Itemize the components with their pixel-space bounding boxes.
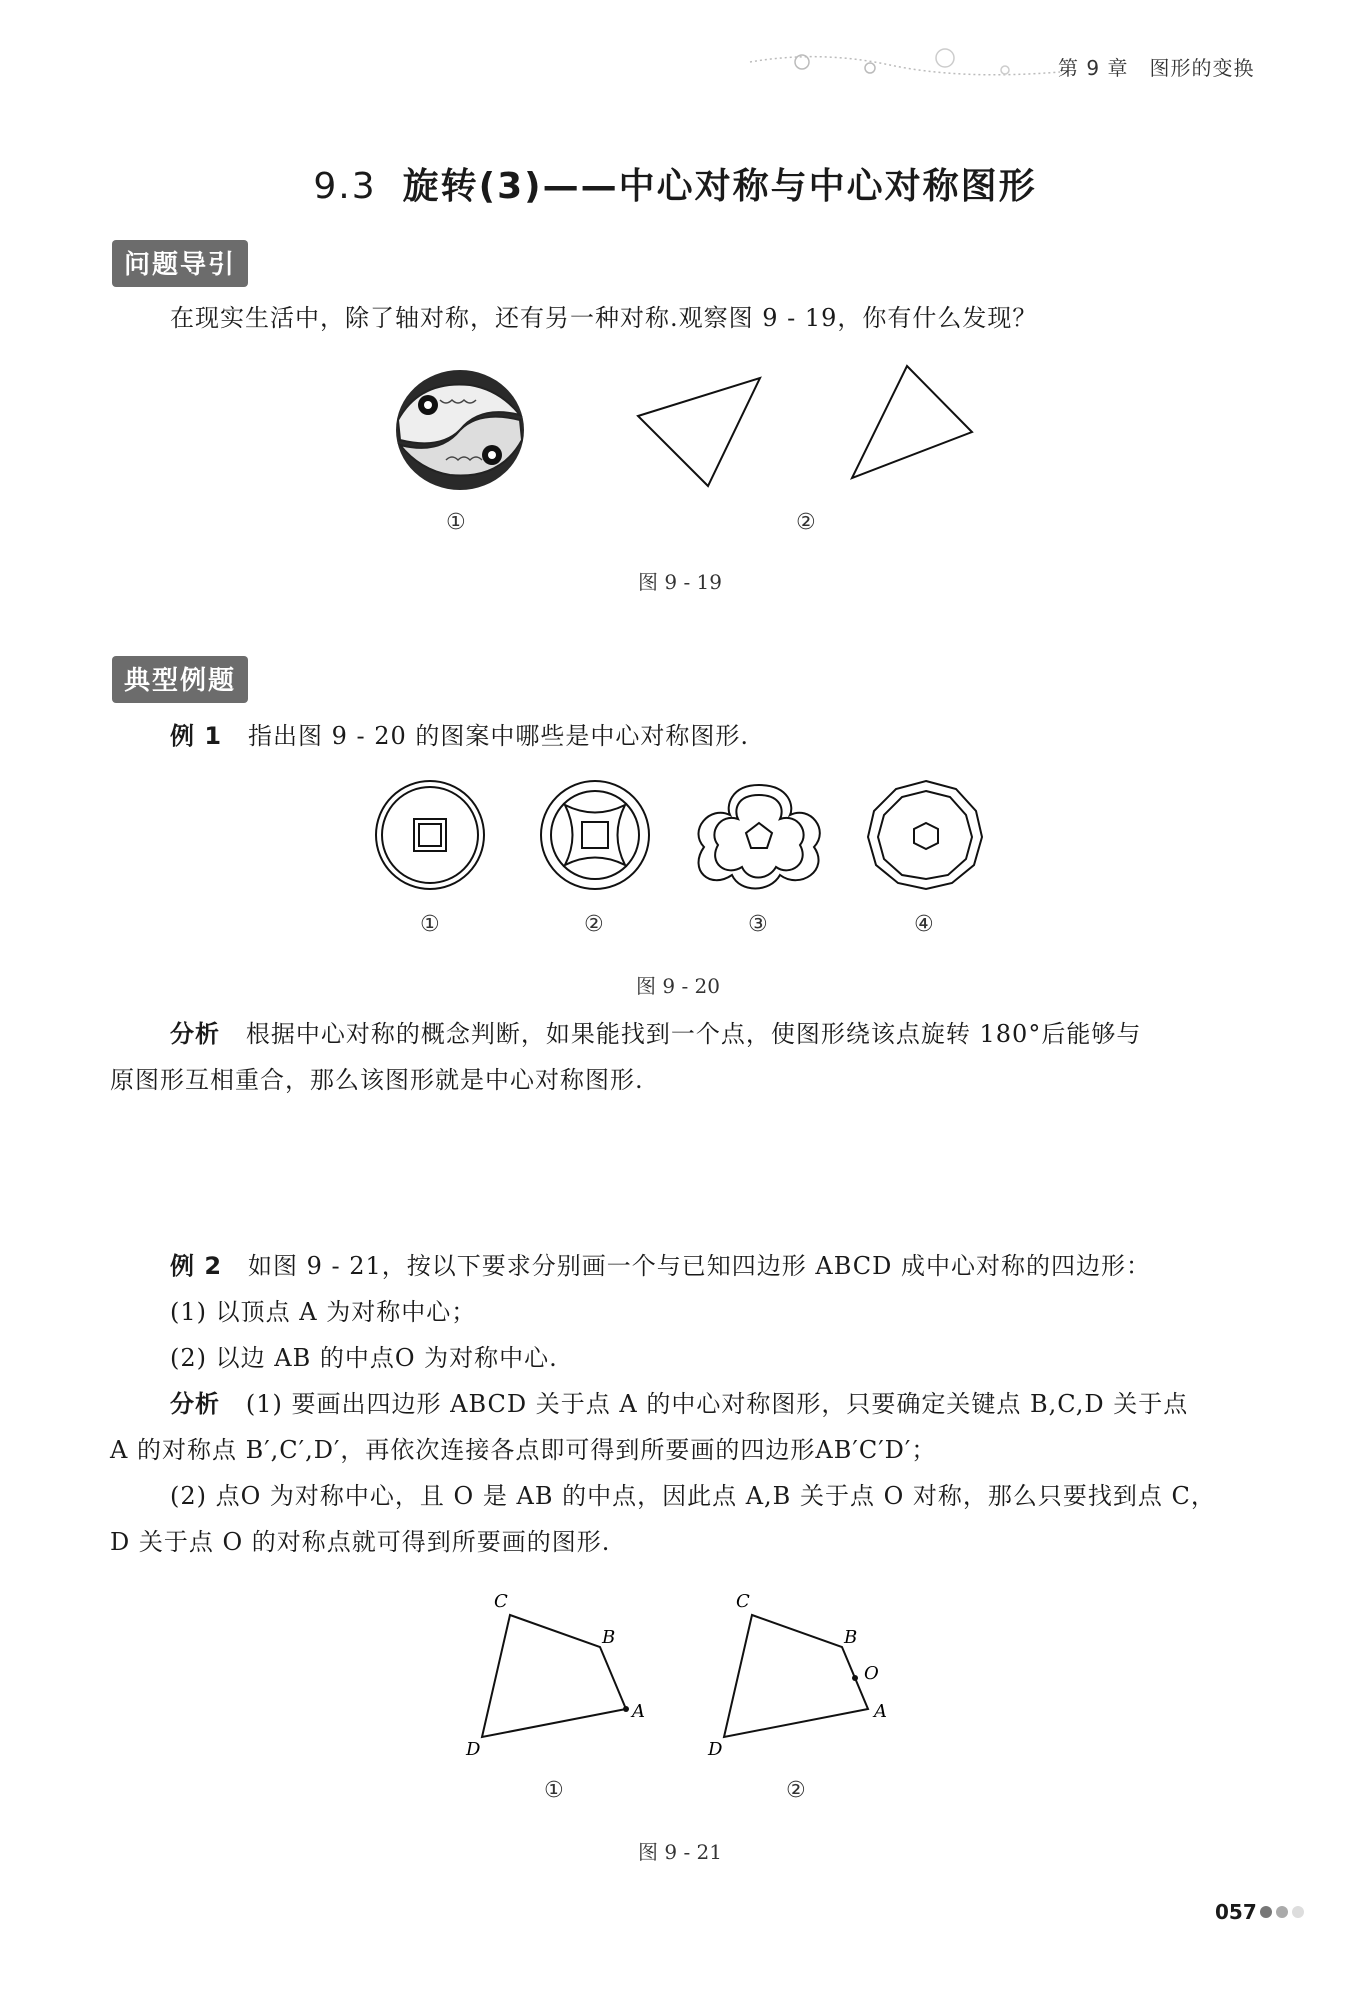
pattern-2: [541, 781, 649, 889]
fig20-label-1: ①: [420, 912, 440, 937]
fig19-caption: 图 9 - 19: [638, 570, 723, 594]
example2-analysis-line2: A 的对称点 B′,C′,D′，再依次连接各点即可得到所要画的四边形AB′C′D′；: [110, 1436, 937, 1464]
chapter-header: 第 9 章 图形的变换: [1058, 56, 1255, 80]
point-label-C: C: [736, 1591, 750, 1612]
point-label-D: D: [466, 1739, 481, 1760]
pattern-4: [868, 781, 982, 889]
fig20-label-2: ②: [584, 912, 604, 937]
quadrilateral-1: [465, 1591, 645, 1760]
example1: [170, 714, 749, 758]
section-number: 9.3: [313, 166, 377, 207]
fig20-label-3: ③: [748, 912, 768, 937]
point-label-B: B: [602, 1627, 616, 1648]
example2-analysis-line4: D 关于点 O 的对称点就可得到所要画的图形.: [110, 1528, 611, 1556]
analysis-label: 分析: [170, 1390, 220, 1418]
fish-yinyang-image: [380, 360, 540, 500]
fig21-label-1: ①: [544, 1778, 564, 1803]
example1-analysis-line2: 原图形互相重合，那么该图形就是中心对称图形.: [110, 1066, 644, 1094]
example1-analysis-line1: [170, 1012, 1141, 1056]
fig20-label-4: ④: [914, 912, 934, 937]
example2-item1: (1) 以顶点 A 为对称中心；: [170, 1298, 477, 1326]
example2: [170, 1244, 1151, 1288]
page-number-text: 057: [1215, 1900, 1257, 1924]
point-label-O: O: [864, 1663, 879, 1684]
quadrilateral-2: [707, 1591, 887, 1760]
analysis-text: 根据中心对称的概念判断，如果能找到一个点，使图形绕该点旋转 180°后能够与: [245, 1020, 1142, 1048]
guide-text: 在现实生活中，除了轴对称，还有另一种对称.观察图 9 - 19，你有什么发现？: [170, 304, 1038, 332]
example2-label: 例 2: [170, 1252, 223, 1280]
point-label-A: A: [874, 1701, 887, 1722]
coin-patterns-image: [370, 775, 990, 900]
point-label-B: B: [844, 1627, 858, 1648]
fig21-caption: 图 9 - 21: [638, 1840, 723, 1864]
fig19-label-1: ①: [446, 510, 466, 535]
page-number: [1215, 1900, 1257, 1924]
page-dots-decoration: [1258, 1904, 1314, 1920]
point-label-C: C: [494, 1591, 508, 1612]
pattern-1: [376, 781, 484, 889]
example1-label: 例 1: [170, 722, 223, 750]
fig21-label-2: ②: [786, 1778, 806, 1803]
fig19-label-2: ②: [796, 510, 816, 535]
section-tag-guide: 问题导引: [112, 240, 248, 287]
example2-analysis-line1: [170, 1382, 1188, 1426]
point-label-A: A: [632, 1701, 645, 1722]
fig20-caption: 图 9 - 20: [636, 974, 721, 998]
section-tag-examples: 典型例题: [112, 656, 248, 703]
example2-analysis-line3: (2) 点O 为对称中心，且 O 是 AB 的中点，因此点 A,B 关于点 O 对称，那么只要找到点 C，: [170, 1482, 1216, 1510]
two-triangles-image: [620, 360, 990, 500]
section-title-text: 旋转(3)——中心对称与中心对称图形: [402, 166, 1037, 207]
example1-text: 指出图 9 - 20 的图案中哪些是中心对称图形.: [247, 722, 750, 750]
header-decoration: [740, 40, 1070, 90]
example2-text: 如图 9 - 21，按以下要求分别画一个与已知四边形 ABCD 成中心对称的四边形：: [247, 1252, 1152, 1280]
analysis-text: (1) 要画出四边形 ABCD 关于点 A 的中心对称图形，只要确定关键点 B,C,D 关于点: [245, 1390, 1189, 1418]
pattern-3: [698, 785, 819, 889]
example2-item2: (2) 以边 AB 的中点O 为对称中心.: [170, 1344, 558, 1372]
analysis-label: 分析: [170, 1020, 220, 1048]
section-title: [0, 158, 1350, 209]
quadrilateral-figures: [460, 1585, 920, 1765]
point-label-D: D: [708, 1739, 723, 1760]
